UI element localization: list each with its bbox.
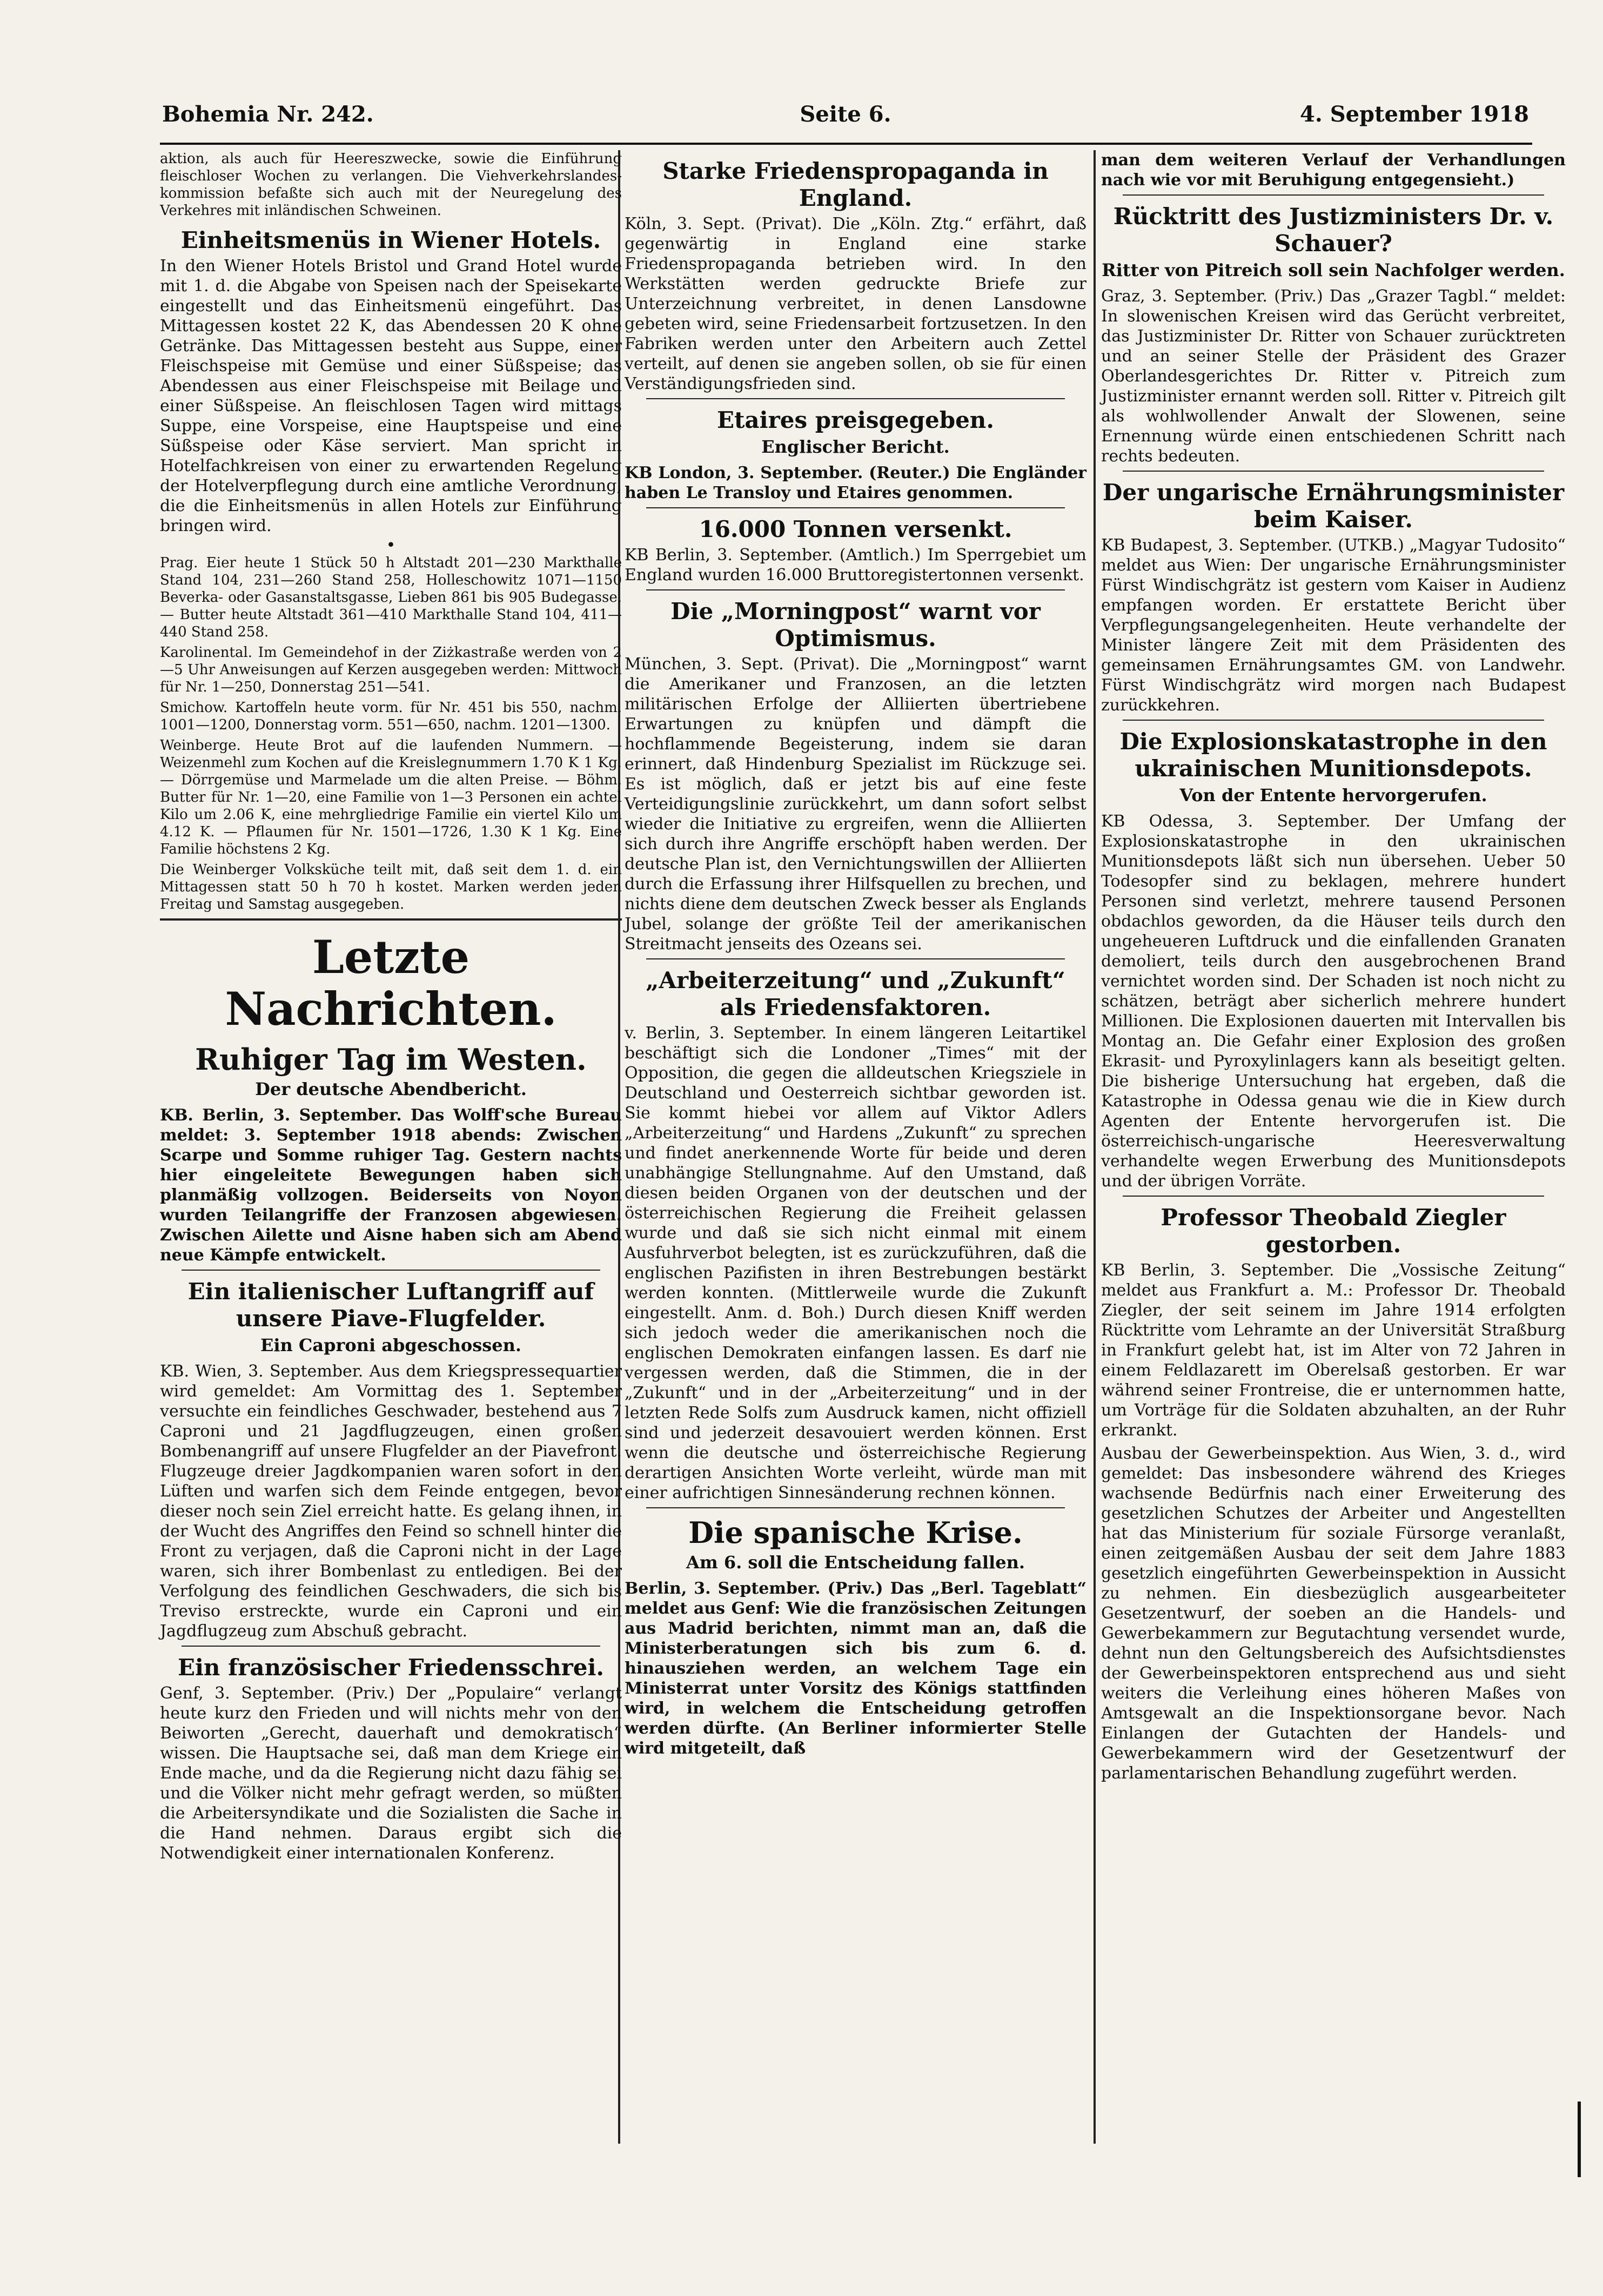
headline-friedenspropaganda: Starke Friedenspropaganda in England. <box>662 158 1049 211</box>
masthead-page-number: Seite 6. <box>800 102 891 127</box>
article-rule <box>646 507 1065 508</box>
scan-edge-mark <box>1578 2102 1581 2177</box>
headline-etaires: Etaires preisgegeben. <box>717 407 994 433</box>
article-rule <box>182 1646 600 1647</box>
column-1 <box>160 150 622 1867</box>
notice-volkskueche: Die Weinberger Volksküche teilt mit, daß seit dem 1. d. ein Mittagessen statt 50 h 70 h kostet. Marken werden jeden Freitag und Samstag ausgegeben. <box>160 862 622 912</box>
article-arbeiterzeitung: v. Berlin, 3. September. In einem längeren Leitartikel beschäftigt sich die Londoner „Times“ mit der Opposition, die gegen die alldeutschen Kriegsziele in Deutschland und Oesterreich sichtbar geworden ist. Sie kommt hiebei vor allem auf Viktor Adlers „Arbeiterzeitung“ und Hardens „Zukunft“ zu sprechen und findet anerkennende Worte für beide und deren unabhängige Stellungnahme. Auf den Umstand, daß diesen beiden Organen von der deutschen und der österreichischen Regierung die Freiheit gelassen wurde und daß sie sich nicht einmal mit einem Ausfuhrverbot belegten, ist es zurückzuführen, daß die englischen Pazifisten in ihren Bestrebungen bestärkt werden konnten. (Mittlerweile wurde die Zukunft eingestellt. Anm. d. Boh.) Durch diesen Kniff werden sich jedoch weder die amerikanischen noch die englischen Demokraten einfangen lassen. Es darf nie vergessen werden, daß die Stimmen, die in der „Zukunft“ und in der „Arbeiterzeitung“ und in der letzten Rede Solfs zum Ausdruck kamen, nicht offiziell sind und jederzeit desavouiert werden können. Erst wenn die deutsche und österreichische Regierung derartigen Ansichten Worte verleiht, würde man mit einer aufrichtigen Sinnesänderung rechnen können. <box>625 1024 1086 1502</box>
column-3 <box>1101 150 1566 1787</box>
subheadline-spanische-krise: Am 6. soll die Entscheidung fallen. <box>686 1552 1025 1573</box>
headline-ernaehrungsminister: Der ungarische Ernährungsminister beim Kaiser. <box>1102 479 1565 533</box>
article-rule <box>1123 471 1544 472</box>
article-rule <box>182 1270 600 1271</box>
notice-smichow: Smichow. Kartoffeln heute vorm. für Nr. 451 bis 550, nachm. 1001—1200, Donnerstag vorm. 551—650, nachm. 1201—1300. <box>160 700 622 733</box>
article-rule <box>646 589 1065 590</box>
column-rule <box>1094 150 1096 2144</box>
masthead-issue: Bohemia Nr. 242. <box>162 102 374 127</box>
headline-spanische-krise: Die spanische Krise. <box>688 1515 1023 1550</box>
article-continuation: man dem weiteren Verlauf der Verhandlungen nach wie vor mit Beruhigung entgegensieht.) <box>1101 151 1566 190</box>
article-ital-luftangriff: KB. Wien, 3. September. Aus dem Kriegspressequartier wird gemeldet: Am Vormittag des 1. September versuchte ein feindliches Geschwader, bestehend aus 7 Caproni und 21 Jagdflugzeugen, einen großen Bombenangriff auf unsere Flugfelder an der Piavefront. Flugzeuge dreier Jagdkompanien waren sofort in den Lüften und warfen sich dem Feinde entgegen, bevor dieser noch sein Ziel erreicht hatte. Es gelang ihnen, in der Wucht des Angriffes den Feind so schnell hinter die Front zu verjagen, daß die Caproni nicht in der Lage waren, sich ihrer Bombenlast zu entledigen. Bei der Verfolgung des feindlichen Geschwaders, die sich bis Treviso erstreckte, wurde ein Caproni und ein Jagdflugzeug zum Abschuß gebracht. <box>160 1362 622 1641</box>
article-gewerbeinspektion: Ausbau der Gewerbeinspektion. Aus Wien, 3. d., wird gemeldet: Das insbesondere während des Krieges wachsende Bedürfnis nach einer Erweiterung des gesetzlichen Schutzes der Arbeiter und Angestellten hat das Ministerium für soziale Fürsorge veranlaßt, einen zeitgemäßen Ausbau der seit dem Jahre 1883 gesetzlich eingeführten Gewerbeinspektion in Aussicht zu nehmen. Ein diesbezüglich ausgearbeiteter Gesetzentwurf, der soeben an die Handels- und Gewerbekammern zur Begutachtung versendet wurde, dehnt nun den Geltungsbereich des Aufsichtsdienstes der Gewerbeinspektoren entsprechend aus und sieht weiters die Verleihung eines höheren Maßes von Amtsgewalt an die Inspektionsorgane bevor. Nach Einlangen der Gutachten der Handels- und Gewerbekammern wird der Gesetzentwurf der parlamentarischen Behandlung zugeführt werden. <box>1101 1444 1566 1783</box>
masthead-date: 4. September 1918 <box>1300 102 1529 127</box>
article-rule <box>646 958 1065 959</box>
article-ernaehrungsminister: KB Budapest, 3. September. (UTKB.) „Magyar Tudosito“ meldet aus Wien: Der ungarische Ernährungsminister Fürst Windischgrätz ist gestern vom Kaiser in Audienz empfangen worden. Er erstattete Bericht über Verpflegungsangelegenheiten. Heute verhandelte der Minister längere Zeit mit dem Präsidenten des gemeinsamen Ernährungsamtes GM. von Landwehr. Fürst Windischgrätz wird morgen nach Budapest zurückkehren. <box>1101 536 1566 715</box>
column-2 <box>625 150 1086 1762</box>
subheadline-ital-luftangriff: Ein Caproni abgeschossen. <box>260 1335 522 1355</box>
article-continuation: aktion, als auch für Heereszwecke, sowie die Einführung fleischloser Wochen zu verlangen. Die Viehverkehrslandes-kommission befaßte sich auch mit der Neuregelung des Verkehres mit inländischen Schweinen. <box>160 151 622 219</box>
headline-morningpost: Die „Morningpost“ warnt vor Optimismus. <box>670 598 1041 652</box>
separator-dot: • <box>386 536 396 555</box>
article-rule <box>646 1507 1065 1508</box>
headline-franz-friedensschrei: Ein französischer Friedensschrei. <box>177 1654 605 1681</box>
headline-ruhiger-tag: Ruhiger Tag im Westen. <box>195 1042 587 1077</box>
subheadline-etaires: Englischer Bericht. <box>761 437 950 457</box>
article-ruhiger-tag: KB. Berlin, 3. September. Das Wolff'sche Bureau meldet: 3. September 1918 abends: Zwischen Scarpe und Somme ruhiger Tag. Gestern nachts hier eingeleitete Bewegungen haben sich planmäßig vollzogen. Beiderseits von Noyon wurden Teilangriffe der Franzosen abgewiesen. Zwischen Ailette und Aisne haben sich am Abend neue Kämpfe entwickelt. <box>160 1106 622 1265</box>
article-einheitsmenues: In den Wiener Hotels Bristol und Grand Hotel wurde mit 1. d. die Abgabe von Speisen nach der Speisekarte eingestellt und das Einheitsmenü eingeführt. Das Mittagessen kostet 22 K, das Abendessen 20 K ohne Getränke. Das Mittagessen besteht aus Suppe, einer Fleischspeise mit Gemüse und einer Süßspeise; das Abendessen aus einer Fleischspeise mit Beilage und einer Süßspeise. An fleischlosen Tagen wird mittags Suppe, eine Vorspeise, eine Hauptspeise und eine Süßspeise oder Käse serviert. Man spricht in Hotelfachkreisen von einer zu erwartenden Regelung der Hotelverpflegung durch eine amtliche Verordnung, die die Einheitsmenüs in allen Hotels zur Einführung bringen wird. <box>160 257 622 535</box>
notice-karolinental: Karolinental. Im Gemeindehof in der Ziżkastraße werden von 2—5 Uhr Anweisungen auf Kerzen ausgegeben werden: Mittwoch für Nr. 1—250, Donnerstag 251—541. <box>160 645 622 695</box>
headline-einheitsmenues: Einheitsmenüs in Wiener Hotels. <box>180 227 601 253</box>
article-rule <box>1123 720 1544 721</box>
subheadline-ruhiger-tag: Der deutsche Abendbericht. <box>255 1079 527 1099</box>
article-ruecktritt: Graz, 3. September. (Priv.) Das „Grazer Tagbl.“ meldet: In slowenischen Kreisen wird das Gerücht verbreitet, das Justizminister Dr. Ritter von Schauer zurücktreten und an seiner Stelle der Präsident des Grazer Oberlandesgerichtes Dr. Ritter v. Pitreich zum Justizminister ernannt werden soll. Ritter v. Pitreich gilt als wohlwollender Anwalt der Slowenen, seine Ernennung würde einen entschiedenen Schritt nach rechts bedeuten. <box>1101 287 1566 466</box>
headline-explosion: Die Explosionskatastrophe in den ukrainischen Munitionsdepots. <box>1119 728 1547 782</box>
headline-ital-luftangriff: Ein italienischer Luftangriff auf unsere Piave-Flugfelder. <box>187 1278 594 1332</box>
article-explosion: KB Odessa, 3. September. Der Umfang der Explosionskatastrophe in den ukrainischen Munitionsdepots läßt sich nun übersehen. Ueber 50 Todesopfer sind zu beklagen, mehrere hundert Personen sind verletzt, mehrere tausend Personen obdachlos geworden, da die Häuser teils durch den ungeheueren Luftdruck und die einfallenden Granaten demoliert, teils durch den ausgebrochenen Brand vernichtet worden sind. Der Schaden ist noch nicht zu schätzen, beträgt aber sicherlich mehrere hundert Millionen. Die Explosionen dauerten mit Intervallen bis Montag an. Die Gefahr einer Explosion des großen Ekrasit- und Pyroxylinlagers kann als beseitigt gelten. Die bisherige Untersuchung hat ergeben, daß die Katastrophe in Odessa genau wie die in Kiew durch Agenten der Entente hervorgerufen ist. Die österreichisch-ungarische Heeresverwaltung verhandelte wegen Erwerbung des Munitionsdepots und der übrigen Vorräte. <box>1101 812 1566 1191</box>
article-morningpost: München, 3. Sept. (Privat). Die „Morningpost“ warnt die Amerikaner und Franzosen, an die letzten militärischen Erfolge der Alliierten übertriebene Erwartungen zu knüpfen und dämpft die hochflammende Begeisterung, indem sie daran erinnert, daß Hindenburg Spezialist im Rückzuge sei. Es ist möglich, daß er jetzt bis auf eine feste Verteidigungslinie zurückkehrt, um dann sofort selbst wieder die Initiative zu ergreifen, wenn die Alliierten sich durch ihre Angriffe erschöpft haben werden. Der deutsche Plan ist, den Vernichtungswillen der Alliierten durch die Erfassung ihrer Hilfsquellen zu brechen, und nichts diene dem deutschen Zweck besser als Englands Jubel, solange der größte Teil der amerikanischen Streitmacht jenseits des Ozeans sei. <box>625 655 1086 954</box>
section-rule <box>160 918 622 921</box>
masthead <box>162 102 1529 139</box>
headline-ruecktritt: Rücktritt des Justizministers Dr. v. Schauer? <box>1113 203 1554 257</box>
subheadline-explosion: Von der Entente hervorgerufen. <box>1179 785 1487 805</box>
notice-prag: Prag. Eier heute 1 Stück 50 h Altstadt 201—230 Markthalle Stand 104, 231—260 Stand 258, Holleschowitz 1071—1150 Beverka- oder Gasanstaltsgasse, Lieben 861 bis 905 Budegasse. — Butter heute Altstadt 361—410 Markthalle Stand 104, 411—440 Stand 258. <box>160 555 622 640</box>
headline-arbeiterzeitung: „Arbeiterzeitung“ und „Zukunft“ als Friedensfaktoren. <box>646 967 1065 1021</box>
article-etaires: KB London, 3. September. (Reuter.) Die Engländer haben Le Transloy und Etaires genommen. <box>625 464 1086 502</box>
article-tonnen: KB Berlin, 3. September. (Amtlich.) Im Sperrgebiet um England wurden 16.000 Bruttoregistertonnen versenkt. <box>625 546 1086 585</box>
subheadline-ruecktritt: Ritter von Pitreich soll sein Nachfolger werden. <box>1102 260 1565 280</box>
section-title-letzte-nachrichten: Letzte Nachrichten. <box>225 930 557 1036</box>
article-rule <box>646 398 1065 399</box>
article-spanische-krise: Berlin, 3. September. (Priv.) Das „Berl. Tageblatt“ meldet aus Genf: Wie die französischen Zeitungen aus Madrid berichten, nimmt man an, daß die Ministerberatungen sich bis zum 6. d. hinausziehen werden, an welchem Tage ein Ministerrat unter Vorsitz des Königs stattfinden wird, in welchem die Entscheidung getroffen werden dürfte. (An Berliner informierter Stelle wird mitgeteilt, daß <box>625 1579 1086 1758</box>
article-rule <box>1123 1196 1544 1197</box>
notice-weinberge: Weinberge. Heute Brot auf die laufenden Nummern. — Weizenmehl zum Kochen auf die Kreislegnummern 1.70 K 1 Kg. — Dörrgemüse und Marmelade um die alten Preise. — Böhm. Butter für Nr. 1—20, eine Familie von 1—3 Personen ein achtel Kilo um 2.06 K, eine mehrgliedrige Familie ein viertel Kilo um 4.12 K. — Pflaumen für Nr. 1501—1726, 1.30 K 1 Kg. Eine Familie höchstens 2 Kg. <box>160 737 622 857</box>
headline-tonnen: 16.000 Tonnen versenkt. <box>699 516 1012 542</box>
article-ziegler: KB Berlin, 3. September. Die „Vossische Zeitung“ meldet aus Frankfurt a. M.: Professor Dr. Theobald Ziegler, der seit seinem im Jahre 1914 erfolgten Rücktritte vom Lehramte an der Universität Straßburg in Frankfurt gelebt hat, ist im Alter von 72 Jahren in einem Feldlazarett im Oberelsaß gestorben. Er war während seiner Frontreise, die er unternommen hatte, um Vorträge für die Soldaten abzuhalten, an der Ruhr erkrankt. <box>1101 1261 1566 1440</box>
article-franz-friedensschrei: Genf, 3. September. (Priv.) Der „Populaire“ verlangt heute kurz den Frieden und will nichts mehr von den Beiworten „Gerecht, dauerhaft und demokratisch“ wissen. Die Hauptsache sei, daß man dem Kriege ein Ende mache, und da die Regierung nicht dazu fähig sei und die Völker nicht mehr gefragt werden, so müßten die Arbeitersyndikate und die Sozialisten die Sache in die Hand nehmen. Daraus ergibt sich die Notwendigkeit einer internationalen Konferenz. <box>160 1684 622 1863</box>
article-friedenspropaganda: Köln, 3. Sept. (Privat). Die „Köln. Ztg.“ erfährt, daß gegenwärtig in England eine starke Friedenspropaganda betrieben wird. In den Werkstätten werden gedruckte Briefe zur Unterzeichnung verbreitet, in denen Lansdowne gebeten wird, seine Friedensarbeit fortzusetzen. In den Fabriken werden unter den Arbeitern auch Zettel verteilt, auf denen sie angeben sollen, ob sie für einen Verständigungsfrieden sind. <box>625 214 1086 393</box>
masthead-rule <box>160 143 1532 145</box>
article-rule <box>1123 194 1544 196</box>
headline-ziegler: Professor Theobald Ziegler gestorben. <box>1161 1204 1506 1258</box>
